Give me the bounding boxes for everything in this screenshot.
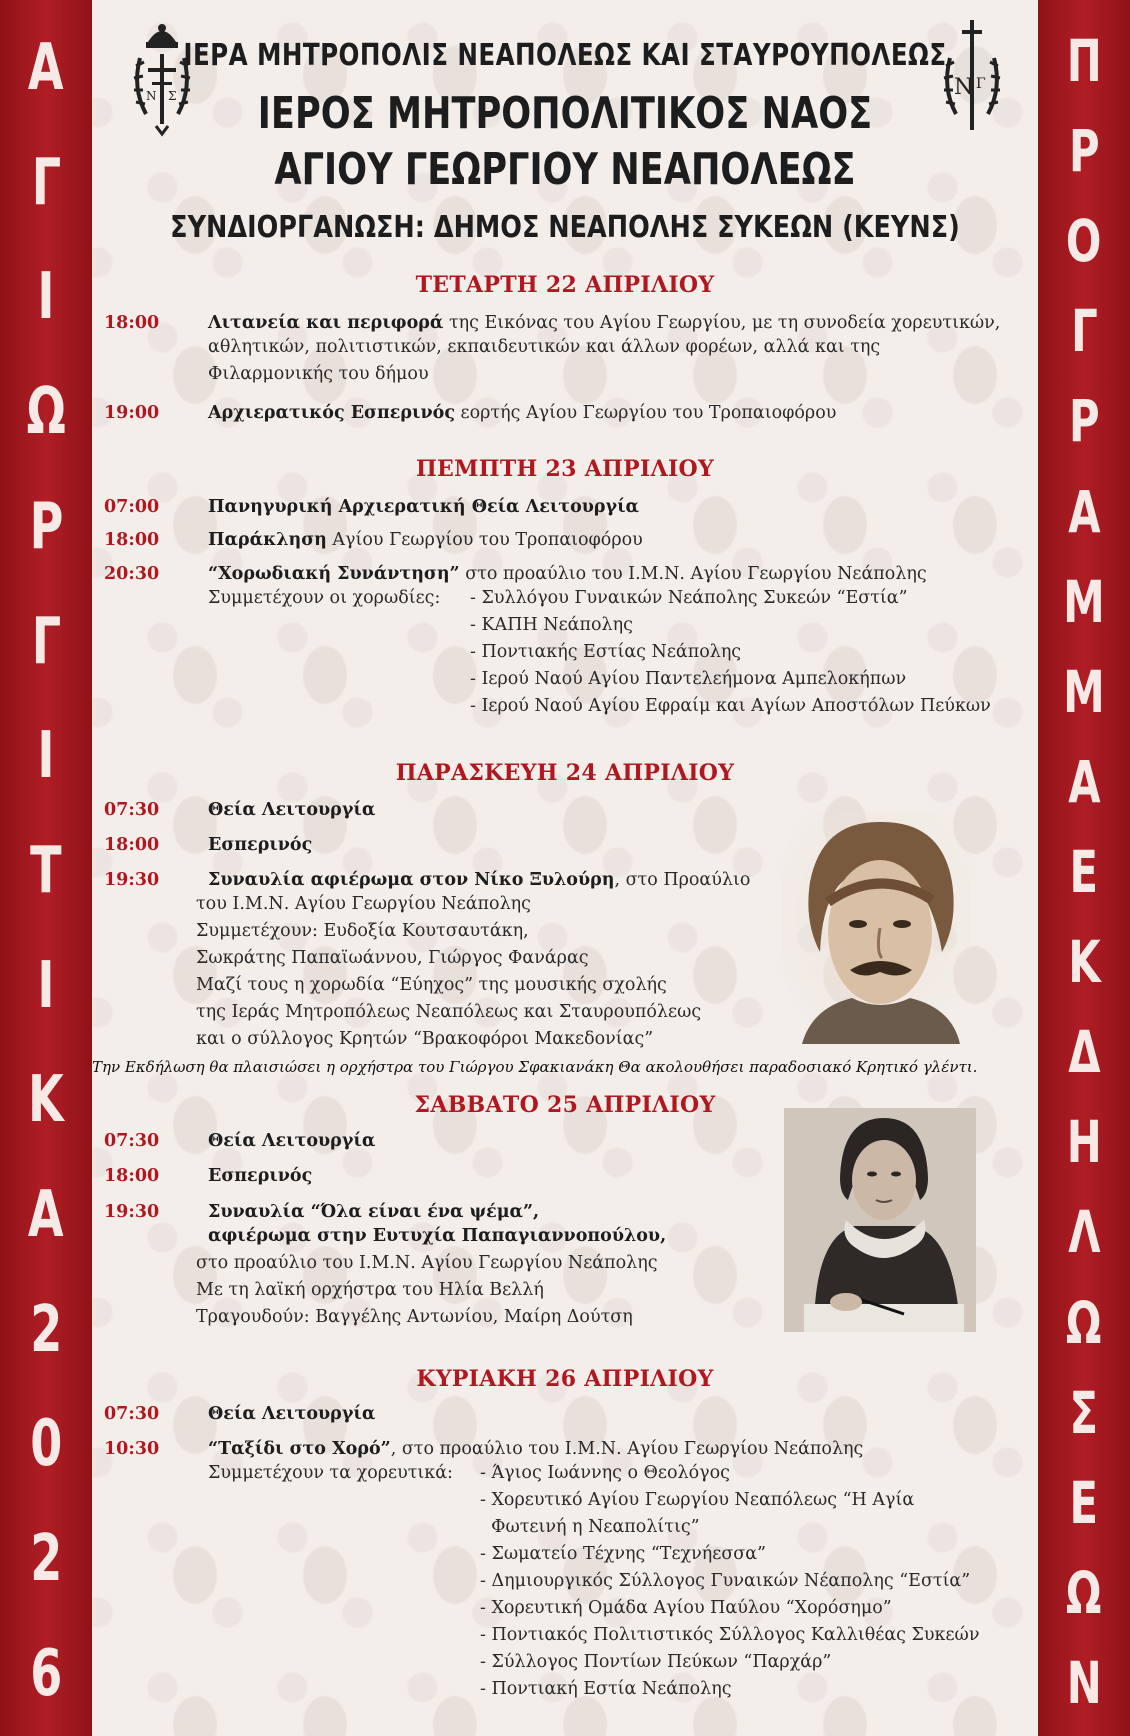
day-heading-friday: ΠΑΡΑΣΚΕΥΗ 24 ΑΠΡΙΛΙΟΥ <box>395 760 735 786</box>
event-detail: Μαζί τους η χορωδία “Εύηχος” της μουσικής σχολής <box>196 975 667 995</box>
event-text <box>208 494 1038 521</box>
list-item: - Δημιουργικός Σύλλογος Γυναικών Νέαπολης “Εστία” <box>480 1571 971 1591</box>
svg-text:Σ: Σ <box>168 89 177 103</box>
side-letter: Ω <box>1066 1558 1102 1627</box>
event-time: 19:00 <box>104 403 160 423</box>
side-letter: Ν <box>1066 1648 1102 1717</box>
list-item: - Σωματείο Τέχνης “Τεχνήεσσα” <box>480 1544 766 1564</box>
event-detail: της Εικόνας του Αγίου Γεωργίου, με τη συνοδεία χορευτικών, <box>443 313 1001 333</box>
side-letter: Ρ <box>1068 117 1100 186</box>
side-letter: Α <box>28 31 64 105</box>
event-detail: και ο σύλλογος Κρητών “Βρακοφόροι Μακεδονίας” <box>196 1029 654 1049</box>
event-time: 18:00 <box>104 530 160 550</box>
church-subtitle: ΑΓΙΟΥ ΓΕΩΡΓΙΟΥ ΝΕΑΠΟΛΕΩΣ <box>274 144 856 195</box>
list-item: - Ποντιακή Εστία Νεάπολης <box>480 1679 732 1699</box>
side-letter: Ρ <box>29 489 63 564</box>
side-letter: Γ <box>1070 297 1098 366</box>
event-time: 07:00 <box>104 497 160 517</box>
event-detail: Συμμετέχουν: Ευδοξία Κουτσαυτάκη, <box>196 921 529 941</box>
event-text <box>208 400 1038 427</box>
event-detail: της Ιεράς Μητροπόλεως Νεαπόλεως και Σταυρουπόλεως <box>196 1002 702 1022</box>
day-heading-thursday: ΠΕΜΠΤΗ 23 ΑΠΡΙΛΙΟΥ <box>415 456 715 482</box>
side-letter: Α <box>1067 477 1101 546</box>
event-detail: Σωκράτης Παπαϊωάννου, Γιώργος Φανάρας <box>196 948 589 968</box>
event-text <box>208 310 1038 337</box>
event-detail: , στο προαύλιο του Ι.Μ.Ν. Αγίου Γεωργίου Νεάπολης <box>390 1439 864 1459</box>
event-time: 18:00 <box>104 313 160 333</box>
side-letter: Σ <box>1069 1378 1099 1447</box>
side-letter: Ω <box>26 375 66 450</box>
event-title: Θεία Λειτουργία <box>208 1404 376 1424</box>
church-title: ΙΕΡΟΣ ΜΗΤΡΟΠΟΛΙΤΙΚΟΣ ΝΑΟΣ <box>257 88 873 139</box>
side-letter: Μ <box>1063 567 1105 636</box>
side-letter: Α <box>28 1178 64 1253</box>
event-title: αφιέρωμα στην Ευτυχία Παπαγιαννοπούλου, <box>208 1226 667 1246</box>
list-item: - Άγιος Ιωάννης ο Θεολόγος <box>480 1463 730 1483</box>
event-title: “Ταξίδι στο Χορό” <box>208 1439 391 1459</box>
side-letter: 0 <box>29 1407 63 1482</box>
friday-note: Την Εκδήλωση θα πλαισιώσει η ορχήστρα του Γιώργου Σφακιανάκη Θα ακολουθήσει παραδοσιακό Κρητικό γλέντι. <box>92 1058 978 1076</box>
list-item: - Σύλλογος Ποντίων Πεύκων “Παρχάρ” <box>480 1652 832 1672</box>
list-item: - Ιερού Ναού Αγίου Εφραίμ και Αγίων Αποστόλων Πεύκων <box>470 696 991 716</box>
event-title: Αρχιερατικός Εσπερινός <box>208 403 455 423</box>
event-time: 20:30 <box>104 564 160 584</box>
event-detail: στο προαύλιο του Ι.Μ.Ν. Αγίου Γεωργίου Νεάπολης <box>196 1253 658 1273</box>
event-detail: Με τη λαϊκή ορχήστρα του Ηλία Βελλή <box>196 1280 544 1300</box>
side-letter: 2 <box>29 1292 63 1367</box>
side-letter: Ο <box>1066 207 1102 276</box>
svg-text:N: N <box>954 75 974 100</box>
side-letter: Ι <box>37 260 55 335</box>
side-letter: Α <box>1067 747 1101 816</box>
list-item: - Ποντιακός Πολιτιστικός Σύλλογος Καλλιθέας Συκεών <box>480 1625 980 1645</box>
event-title: Συναυλία αφιέρωμα στον Νίκο Ξυλούρη <box>208 870 615 890</box>
side-letter: Γ <box>31 604 61 679</box>
side-letter: Λ <box>1067 1198 1101 1267</box>
side-letter: Ω <box>1066 1288 1102 1357</box>
event-text <box>208 527 1038 554</box>
event-title: Εσπερινός <box>208 835 313 855</box>
event-time: 07:30 <box>104 800 160 820</box>
left-vertical-title <box>0 0 92 1736</box>
church-emblem-icon <box>936 18 1008 140</box>
event-time: 10:30 <box>104 1439 160 1459</box>
event-title: Θεία Λειτουργία <box>208 1131 376 1151</box>
event-text <box>208 1401 1038 1428</box>
main-content <box>92 0 1038 1736</box>
event-time: 19:30 <box>104 1202 160 1222</box>
day-heading-saturday: ΣΑΒΒΑΤΟ 25 ΑΠΡΙΛΙΟΥ <box>414 1092 716 1118</box>
event-title: Εσπερινός <box>208 1166 313 1186</box>
side-letter: Γ <box>31 145 61 220</box>
choirs-label: Συμμετέχουν οι χορωδίες: <box>208 588 441 608</box>
list-item: - Χορευτικό Αγίου Γεωργίου Νεαπόλεως “Η Αγία <box>480 1490 915 1510</box>
event-time: 19:30 <box>104 870 160 890</box>
event-title: Πανηγυρική Αρχιερατική Θεία Λειτουργία <box>208 497 640 517</box>
side-letter: Μ <box>1063 657 1105 726</box>
list-item: - Ιερού Ναού Αγίου Παντελεήμονα Αμπελοκήπων <box>470 669 907 689</box>
day-heading-wednesday: ΤΕΤΑΡΤΗ 22 ΑΠΡΙΛΙΟΥ <box>415 272 715 298</box>
event-detail: Τραγουδούν: Βαγγέλης Αντωνίου, Μαίρη Δούτση <box>196 1307 633 1327</box>
side-letter: 6 <box>29 1636 63 1711</box>
event-time: 18:00 <box>104 1166 160 1186</box>
side-letter: Η <box>1066 1108 1102 1177</box>
side-letter: Δ <box>1067 1018 1101 1087</box>
side-letter: Ι <box>37 948 55 1023</box>
portrait-eftychia-papagiannopoulou <box>784 1108 976 1332</box>
side-letter: Ε <box>1069 1468 1099 1537</box>
event-text <box>208 561 1038 588</box>
list-item: - Χορευτική Ομάδα Αγίου Παύλου “Χορόσημο” <box>480 1598 892 1618</box>
event-text <box>208 1436 1038 1463</box>
dances-label: Συμμετέχουν τα χορευτικά: <box>208 1463 453 1483</box>
side-letter: 2 <box>29 1522 63 1597</box>
event-detail: Αγίου Γεωργίου του Τροπαιοφόρου <box>326 530 643 550</box>
day-heading-sunday: ΚΥΡΙΑΚΗ 26 ΑΠΡΙΛΙΟΥ <box>416 1366 714 1392</box>
side-letter: Τ <box>30 833 62 908</box>
svg-text:N: N <box>146 89 157 103</box>
event-detail: αθλητικών, πολιτιστικών, εκπαιδευτικών και άλλων φορέων, αλλά και της <box>208 337 881 357</box>
metropolis-title: ΙΕΡΑ ΜΗΤΡΟΠΟΛΙΣ ΝΕΑΠΟΛΕΩΣ ΚΑΙ ΣΤΑΥΡΟΥΠΟΛΕΩΣ <box>183 38 947 73</box>
event-detail: Φιλαρμονικής του δήμου <box>208 364 429 384</box>
list-item: - Συλλόγου Γυναικών Νεάπολης Συκεών “Εστία” <box>470 588 908 608</box>
event-title: Παράκληση <box>208 530 327 550</box>
portrait-nikos-xylouris <box>782 812 970 1044</box>
right-vertical-title <box>1038 0 1130 1736</box>
coorganizer: ΣΥΝΔΙΟΡΓΑΝΩΣΗ: ΔΗΜΟΣ ΝΕΑΠΟΛΗΣ ΣΥΚΕΩΝ (ΚΕΥΝΣ) <box>170 210 960 245</box>
side-letter: Ι <box>37 719 55 794</box>
event-time: 07:30 <box>104 1404 160 1424</box>
side-letter: Κ <box>28 1063 64 1138</box>
event-time: 07:30 <box>104 1131 160 1151</box>
list-item: - Ποντιακής Εστίας Νεάπολης <box>470 642 742 662</box>
side-letter: Π <box>1066 27 1102 95</box>
event-detail: στο προαύλιο του Ι.Μ.Ν. Αγίου Γεωργίου Νεάπολης <box>459 564 927 584</box>
event-detail: του Ι.Μ.Ν. Αγίου Γεωργίου Νεάπολης <box>196 894 531 914</box>
event-detail: εορτής Αγίου Γεωργίου του Τροπαιοφόρου <box>454 403 837 423</box>
event-title: Λιτανεία και περιφορά <box>208 313 444 333</box>
list-item: - ΚΑΠΗ Νεάπολης <box>470 615 633 635</box>
event-title: Θεία Λειτουργία <box>208 800 376 820</box>
event-title: Συναυλία “Όλα είναι ένα ψέμα”, <box>208 1202 540 1222</box>
side-letter: Ε <box>1069 837 1099 906</box>
list-item: Φωτεινή η Νεαπολίτις” <box>480 1517 700 1537</box>
svg-text:Γ: Γ <box>976 76 986 92</box>
side-letter: Ρ <box>1068 387 1100 456</box>
event-time: 18:00 <box>104 835 160 855</box>
side-letter: Κ <box>1067 928 1101 997</box>
event-title: “Χορωδιακή Συνάντηση” <box>208 564 460 584</box>
event-detail: , στο Προαύλιο <box>614 870 751 890</box>
